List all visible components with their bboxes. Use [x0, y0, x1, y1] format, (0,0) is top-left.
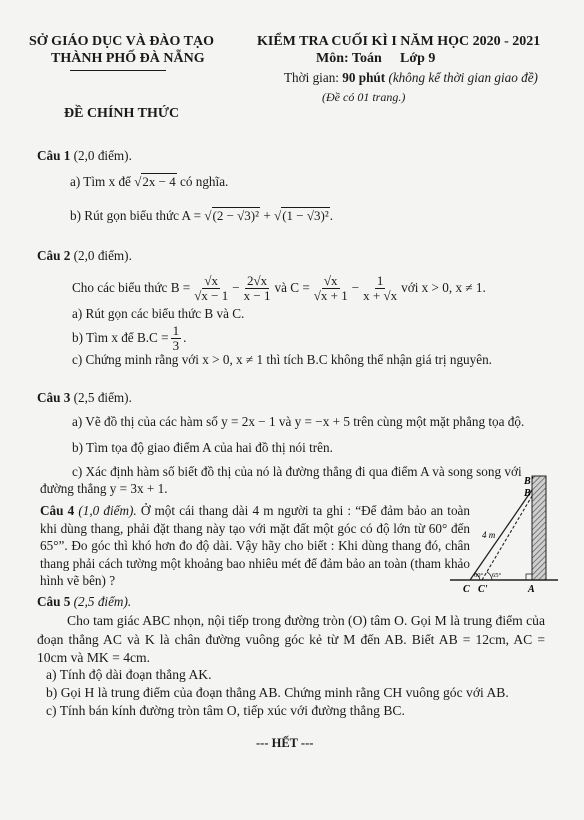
question-1-points: (2,0 điểm).	[70, 148, 132, 163]
time-note: (không kể thời gian giao đề)	[385, 70, 538, 85]
q2-condition: với x > 0, x ≠ 1.	[401, 280, 486, 296]
question-4-title: Câu 4	[40, 503, 75, 518]
department-name: SỞ GIÁO DỤC VÀ ĐÀO TẠO	[29, 34, 215, 49]
q2b-prefix: b) Tìm x để B.C =	[72, 330, 169, 346]
question-5-points: (2,5 điểm).	[70, 594, 132, 609]
subject-label: Môn: Toán	[316, 51, 382, 66]
time-value: 90 phút	[342, 70, 386, 85]
question-4-body: Ở một cái thang dài 4 m người ta ghi : “Để đảm bảo an toàn khi dùng thang, phải đặt thang này tạo với mặt đất một góc có độ lớn từ 60° đến 65°”. Đo góc thì khó hơn đo độ dài. Vậy hãy cho biết : Khi dùng thang đó, chân thang phải cách tường một khoảng bao nhiêu mét để đảm bảo an toàn (tham khảo hình vẽ bên) ?	[40, 503, 470, 588]
sqrt-expression: √2x − 4	[134, 174, 176, 189]
question-5-body: Cho tam giác ABC nhọn, nội tiếp trong đường tròn (O) tâm O. Gọi M là trung điểm của đoạn thẳng AC và K là chân đường vuông góc kẻ từ M đến AB. Biết AB = 12cm, AC = 10cm và MK = 4cm.	[37, 613, 545, 665]
angle-60-label: 60°	[474, 572, 484, 579]
q1a-suffix: có nghĩa.	[176, 174, 229, 189]
sqrt-expression: √(2 − √3)²	[204, 208, 260, 223]
label-c: C	[463, 584, 470, 595]
label-b: B	[524, 488, 531, 499]
sqrt-expression: √(1 − √3)²	[274, 208, 329, 223]
q1a-radicand: 2x − 4	[142, 174, 176, 189]
label-c-prime: C'	[478, 584, 488, 595]
question-2a: a) Rút gọn các biểu thức B và C.	[72, 306, 245, 321]
question-5b: b) Gọi H là trung điểm của đoạn thẳng AB. Chứng minh rằng CH vuông góc với AB.	[46, 685, 509, 700]
q2-intro: Cho các biểu thức B =	[72, 280, 191, 296]
minus-sign: −	[232, 280, 240, 296]
q1b-radicand-1: (2 − √3)²	[212, 208, 260, 223]
exam-title: KIỂM TRA CUỐI KÌ I NĂM HỌC 2020 - 2021	[257, 34, 541, 49]
question-5-title: Câu 5	[37, 594, 71, 609]
q1b-radicand-2: (1 − √3)²	[282, 208, 329, 223]
ladder-figure	[448, 472, 560, 596]
question-3-points: (2,5 điểm).	[70, 390, 132, 405]
fraction-denominator: 3	[172, 337, 180, 353]
fraction-denominator: x + √x	[363, 287, 398, 303]
fraction-denominator: x − 1	[243, 287, 271, 303]
question-3c-line1: c) Xác định hàm số biết đồ thị của nó là đường thẳng đi qua điểm A và song song với	[72, 464, 522, 479]
minus-sign: −	[351, 280, 360, 296]
fraction-numerator: √x	[204, 273, 219, 288]
question-2b	[72, 324, 186, 352]
time-label: Thời gian:	[284, 70, 343, 85]
fraction-denominator: √x − 1	[194, 287, 229, 303]
question-2-heading	[37, 248, 132, 264]
question-1-heading	[37, 148, 132, 164]
question-3-heading	[37, 390, 132, 406]
label-b-prime: B'	[524, 476, 534, 487]
fraction	[171, 324, 182, 352]
ladder-line	[470, 490, 532, 580]
fraction-numerator: √x	[323, 273, 338, 288]
fraction	[242, 274, 273, 302]
q2b-end: .	[183, 330, 187, 346]
q2-and: và C =	[274, 280, 310, 296]
question-5a: a) Tính độ dài đoạn thẳng AK.	[46, 667, 212, 682]
label-a: A	[528, 584, 535, 595]
q1a-prefix: a) Tìm x để	[70, 174, 135, 189]
city-name: THÀNH PHỐ ĐÀ NẴNG	[51, 51, 205, 66]
right-angle-mark	[526, 574, 532, 580]
question-2c: c) Chứng minh rằng với x > 0, x ≠ 1 thì tích B.C không thể nhận giá trị nguyên.	[72, 352, 492, 367]
official-label: ĐỀ CHÍNH THỨC	[64, 106, 180, 121]
question-3a: a) Vẽ đồ thị của các hàm số y = 2x − 1 và y = −x + 5 trên cùng một mặt phẳng tọa độ.	[72, 414, 525, 429]
fraction-numerator: 1	[376, 273, 384, 288]
question-2-expressions	[72, 274, 486, 302]
angle-65-label: 65°	[492, 572, 502, 579]
fraction	[361, 274, 399, 302]
end-marker: --- HẾT ---	[256, 736, 314, 750]
length-label: 4 m	[482, 530, 496, 540]
fraction	[192, 274, 230, 302]
time-line	[284, 70, 538, 86]
question-2-points: (2,0 điểm).	[70, 248, 132, 263]
fraction-numerator: 2√x	[246, 273, 268, 288]
question-4	[40, 502, 470, 590]
fraction	[312, 274, 350, 302]
question-5-heading	[37, 594, 131, 610]
q1b-end: .	[329, 208, 334, 223]
q1b-prefix: b) Rút gọn biểu thức A =	[70, 208, 205, 223]
question-1b	[70, 208, 333, 224]
question-1-title: Câu 1	[37, 148, 71, 163]
header-underline	[70, 70, 166, 71]
pages-note: (Đề có 01 trang.)	[322, 90, 406, 104]
wall	[532, 476, 546, 580]
question-4-points: (1,0 điểm).	[74, 503, 141, 518]
fraction-denominator: √x + 1	[313, 287, 348, 303]
q1b-plus: +	[260, 208, 275, 223]
question-5c: c) Tính bán kính đường tròn tâm O, tiếp xúc với đường thẳng BC.	[46, 703, 405, 718]
question-3-title: Câu 3	[37, 390, 71, 405]
fraction-numerator: 1	[172, 323, 180, 338]
grade-label: Lớp 9	[400, 51, 436, 66]
question-3c-line2: đường thẳng y = 3x + 1.	[40, 481, 168, 496]
question-2-title: Câu 2	[37, 248, 71, 263]
question-1a	[70, 174, 228, 190]
question-3b: b) Tìm tọa độ giao điểm A của hai đồ thị nói trên.	[72, 440, 333, 455]
